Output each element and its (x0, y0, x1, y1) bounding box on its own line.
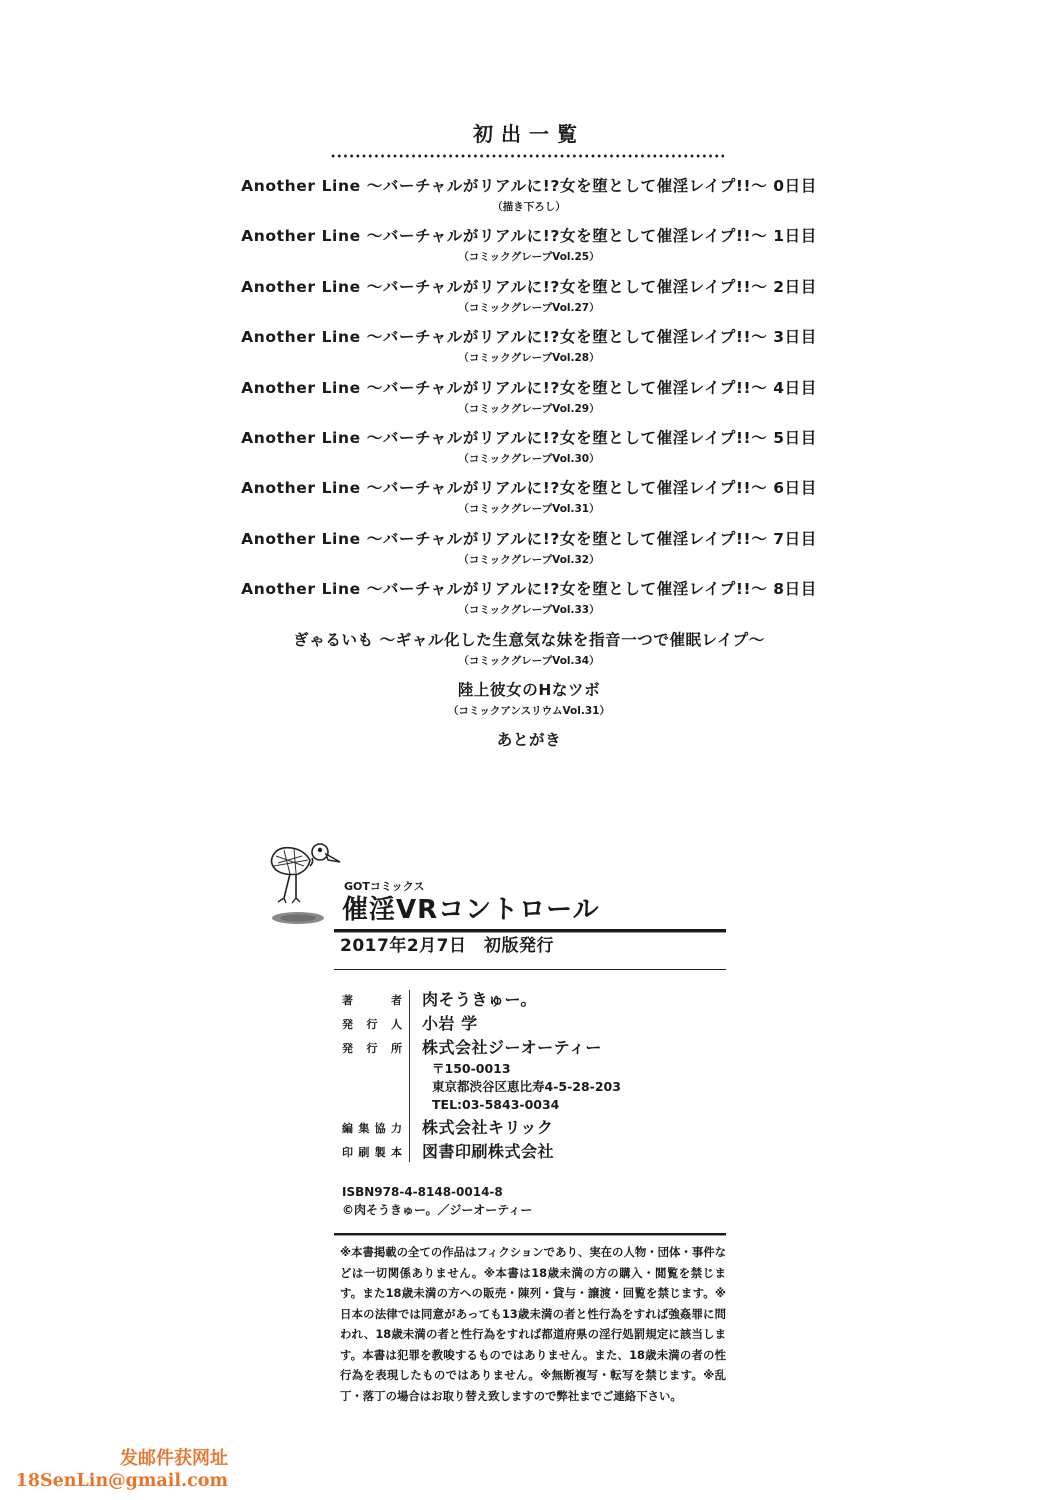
dotted-divider (330, 154, 724, 158)
watermark (14, 1448, 228, 1492)
toc-entry-title: Another Line ～バーチャルがリアルに!?女を堕として催淫レイプ!!～ 5日目 (241, 428, 817, 447)
publisher-bird-logo-icon (266, 836, 348, 926)
toc-entry-title: Another Line ～バーチャルがリアルに!?女を堕として催淫レイプ!!～ 0日目 (241, 177, 817, 195)
toc-entry-source: （コミックグレープVol.31） (458, 503, 600, 516)
toc-heading: 初出一覧 (473, 122, 585, 146)
telephone: TEL:03-5843-0034 (432, 1097, 560, 1112)
toc-entry (0, 678, 1058, 728)
credit-label: 発行所 (342, 1042, 402, 1055)
toc-entry-title: Another Line ～バーチャルがリアルに!?女を堕として催淫レイプ!!～ 2日目 (241, 277, 817, 296)
toc-entry-source: （コミックグレープVol.33） (458, 604, 600, 617)
watermark-line-1: 发邮件获网址 (120, 1448, 228, 1469)
credit-value: 図書印刷株式会社 (422, 1142, 555, 1161)
credit-row-author (342, 988, 732, 1012)
toc-entry-source: （コミックグレープVol.25） (458, 251, 600, 264)
copyright: ©肉そうきゅー。／ジーオーティー (342, 1203, 533, 1217)
credit-value: 肉そうきゅー。 (422, 990, 537, 1009)
credit-value: 株式会社ジーオーティー (422, 1038, 602, 1057)
toc-entry-title: Another Line ～バーチャルがリアルに!?女を堕として催淫レイプ!!～ 8日目 (241, 580, 817, 599)
credits-block (342, 988, 732, 1164)
toc-entry (0, 628, 1058, 678)
toc-entry-source: （コミックグレープVol.30） (458, 452, 600, 465)
toc-entry-source: （コミックグレープVol.27） (458, 301, 600, 314)
toc-entry-title: Another Line ～バーチャルがリアルに!?女を堕として催淫レイプ!!～ 4日目 (241, 378, 817, 397)
toc-entry-title: Another Line ～バーチャルがリアルに!?女を堕として催淫レイプ!!～ 6日目 (241, 479, 817, 498)
toc-entry (0, 275, 1058, 325)
toc-entry (0, 476, 1058, 526)
toc-entry (0, 426, 1058, 476)
credit-label: 発行人 (342, 1018, 402, 1031)
notice-rule (334, 1233, 726, 1236)
toc-entry-title: 陸上彼女のHなツボ (457, 680, 601, 699)
toc-entry-source: （コミックグレープVol.29） (458, 402, 600, 415)
toc-entry-title: Another Line ～バーチャルがリアルに!?女を堕として催淫レイプ!!～ 3日目 (241, 328, 817, 347)
toc-entry-source: （コミックアンスリウムVol.31） (448, 704, 610, 717)
publisher-address (412, 1060, 732, 1114)
postal-code: 〒150-0013 (432, 1061, 511, 1076)
toc-entry (0, 174, 1058, 224)
publication-date: 2017年2月7日 初版発行 (340, 936, 554, 956)
credit-label: 印刷製本 (342, 1146, 402, 1159)
credit-label: 編集協力 (342, 1122, 402, 1135)
toc-entry-title: あとがき (496, 731, 562, 750)
toc-entry (0, 325, 1058, 375)
toc-entry-source: （コミックグレープVol.28） (458, 352, 600, 365)
credit-row-publisher (342, 1036, 732, 1060)
credit-row-printing (342, 1140, 732, 1164)
credit-value: 小岩 学 (422, 1014, 478, 1033)
toc-entry-source: （描き下ろし） (492, 201, 566, 213)
credit-row-publisher-person (342, 1012, 732, 1036)
book-title: 催淫VRコントロール (342, 895, 600, 925)
toc-list (0, 174, 1058, 758)
isbn: ISBN978-4-8148-0014-8 (342, 1185, 503, 1199)
legal-notice: ※本書掲載の全ての作品はフィクションであり、実在の人物・団体・事件などは一切関係ありません。※本書は18歳未満の方の購入・閲覧を禁じます。また18歳未満の方への販売・陳列・貸与・譲渡・回覧を禁じます。※日本の法律では同意があっても13歳未満の者と性行為をすれば強姦罪に問われ、18歳未満の者と性行為をすれば都道府県の淫行処罰規定に該当します。本書は犯罪を教唆するものではありません。また、18歳未満の者の性行為を表現したものではありません。※無断複写・転写を禁じます。※乱丁・落丁の場合はお取り替え致しますので弊社までご連絡下さい。 (340, 1245, 726, 1403)
toc-entry (0, 376, 1058, 426)
credit-label: 著者 (342, 994, 402, 1007)
toc-entry (0, 527, 1058, 577)
credit-value: 株式会社キリック (422, 1118, 554, 1137)
toc-entry (0, 577, 1058, 627)
title-rule (334, 929, 726, 932)
toc-entry-source: （コミックグレープVol.34） (458, 654, 600, 667)
toc-entry (0, 224, 1058, 274)
toc-entry-title: Another Line ～バーチャルがリアルに!?女を堕として催淫レイプ!!～ 7日目 (241, 529, 817, 548)
credit-row-editorial (342, 1116, 732, 1140)
toc-entry (0, 728, 1058, 758)
toc-entry-title: Another Line ～バーチャルがリアルに!?女を堕として催淫レイプ!!～ 1日目 (241, 227, 817, 246)
street-address: 東京都渋谷区恵比寿4-5-28-203 (432, 1079, 621, 1094)
toc-entry-title: ぎゃるいも ～ギャル化した生意気な妹を指音一つで催眠レイプ～ (293, 630, 765, 649)
toc-entry-source: （コミックグレープVol.32） (458, 553, 600, 566)
series-label: GOTコミックス (344, 880, 425, 893)
watermark-email: 18SenLin@gmail.com (15, 1471, 228, 1491)
date-rule (334, 969, 726, 970)
